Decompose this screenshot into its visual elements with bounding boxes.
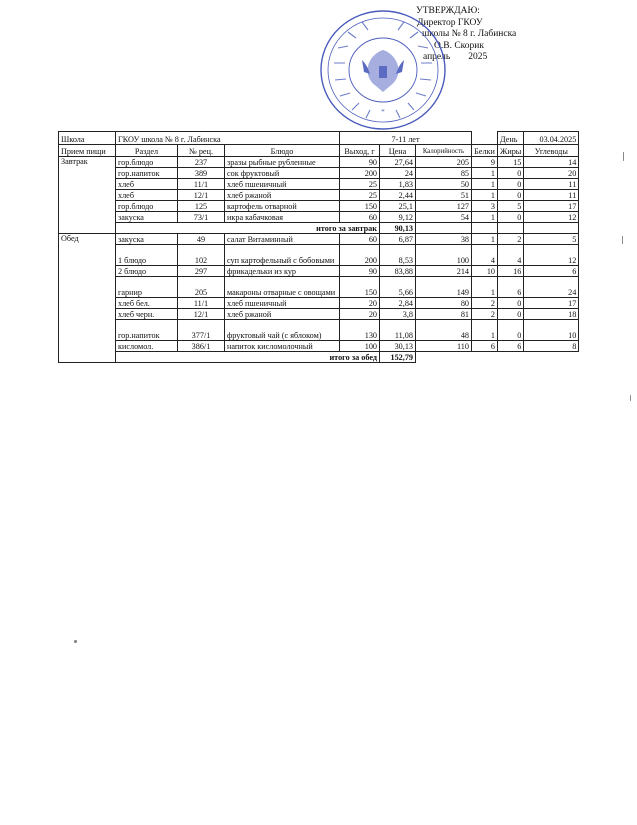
cell-protein: 3 — [472, 201, 498, 212]
lunch-total-label: итого за обед — [116, 352, 380, 363]
col-meal: Прием пищи — [59, 145, 116, 157]
scan-speck — [74, 640, 77, 643]
scan-speck — [630, 395, 631, 401]
cell-section: гор.блюдо — [116, 157, 178, 168]
cell-protein: 1 — [472, 320, 498, 341]
col-recipe: № рец. — [178, 145, 225, 157]
cell-yield: 20 — [340, 298, 380, 309]
cell-section: закуска — [116, 212, 178, 223]
cell-section: хлеб — [116, 190, 178, 201]
cell-yield: 100 — [340, 341, 380, 352]
approval-month: апрель — [423, 52, 451, 62]
cell-section: закуска — [116, 234, 178, 245]
cell-section: гарнир — [116, 277, 178, 298]
cell-section: 1 блюдо — [116, 245, 178, 266]
cell-fat: 4 — [498, 245, 524, 266]
age-group: 7-11 лет — [340, 132, 472, 145]
cell-kcal: 127 — [416, 201, 472, 212]
col-protein: Белки — [472, 145, 498, 157]
cell-carbs: 11 — [524, 179, 579, 190]
cell-carbs: 18 — [524, 309, 579, 320]
cell-dish: напиток кисломолочный — [225, 341, 340, 352]
cell-carbs: 17 — [524, 201, 579, 212]
cell-section: 2 блюдо — [116, 266, 178, 277]
day-label: День — [498, 132, 524, 145]
cell-kcal: 51 — [416, 190, 472, 201]
breakfast-total-label: итого за завтрак — [116, 223, 380, 234]
cell-carbs: 10 — [524, 320, 579, 341]
cell-price: 2,44 — [380, 190, 416, 201]
cell-fat: 5 — [498, 201, 524, 212]
meal-lunch: Обед — [59, 234, 116, 363]
cell-price: 25,1 — [380, 201, 416, 212]
cell-section: гор.напиток — [116, 320, 178, 341]
cell-dish: хлеб пшеничный — [225, 298, 340, 309]
breakfast-total-row — [59, 223, 579, 234]
cell-dish: хлеб ржаной — [225, 309, 340, 320]
cell-kcal: 80 — [416, 298, 472, 309]
cell-price: 2,84 — [380, 298, 416, 309]
table-row — [59, 168, 579, 179]
cell-recipe: 12/1 — [178, 190, 225, 201]
lunch-total-row — [59, 352, 579, 363]
cell-recipe: 11/1 — [178, 298, 225, 309]
cell-recipe: 377/1 — [178, 320, 225, 341]
cell-fat: 0 — [498, 212, 524, 223]
cell-price: 9,12 — [380, 212, 416, 223]
cell-kcal: 48 — [416, 320, 472, 341]
cell-kcal: 214 — [416, 266, 472, 277]
cell-carbs: 20 — [524, 168, 579, 179]
cell-price: 8,53 — [380, 245, 416, 266]
cell-kcal: 100 — [416, 245, 472, 266]
cell-recipe: 49 — [178, 234, 225, 245]
cell-price: 3,8 — [380, 309, 416, 320]
cell-kcal: 149 — [416, 277, 472, 298]
cell-price: 1,83 — [380, 179, 416, 190]
approval-title: УТВЕРЖДАЮ: — [416, 6, 480, 16]
cell-dish: салат Витаминный — [225, 234, 340, 245]
cell-yield: 20 — [340, 309, 380, 320]
cell-recipe: 389 — [178, 168, 225, 179]
cell-yield: 200 — [340, 168, 380, 179]
col-section: Раздел — [116, 145, 178, 157]
approval-year: 2025 — [468, 52, 488, 62]
cell-kcal: 54 — [416, 212, 472, 223]
cell-carbs: 8 — [524, 341, 579, 352]
cell-dish: хлеб пшеничный — [225, 179, 340, 190]
col-carbs: Углеводы — [524, 145, 579, 157]
cell-protein: 1 — [472, 190, 498, 201]
cell-carbs: 12 — [524, 245, 579, 266]
cell-recipe: 205 — [178, 277, 225, 298]
cell-yield: 60 — [340, 212, 380, 223]
cell-dish: икра кабачковая — [225, 212, 340, 223]
cell-dish: макароны отварные с овощами — [225, 277, 340, 298]
cell-dish: сок фруктовый — [225, 168, 340, 179]
cell-kcal: 38 — [416, 234, 472, 245]
cell-protein: 1 — [472, 168, 498, 179]
col-dish: Блюдо — [225, 145, 340, 157]
cell-price: 24 — [380, 168, 416, 179]
cell-recipe: 386/1 — [178, 341, 225, 352]
cell-protein: 1 — [472, 179, 498, 190]
table-row — [59, 341, 579, 352]
approval-position: Директор ГКОУ — [417, 17, 483, 28]
table-row — [59, 320, 579, 341]
scan-speck — [623, 152, 624, 161]
menu-date: 03.04.2025 — [524, 132, 579, 145]
cell-section: хлеб бел. — [116, 298, 178, 309]
cell-carbs: 5 — [524, 234, 579, 245]
approval-director-name: О.В. Скорик — [434, 40, 484, 51]
breakfast-total-price: 90,13 — [380, 223, 416, 234]
cell-recipe: 297 — [178, 266, 225, 277]
table-row — [59, 266, 579, 277]
svg-text:*: * — [381, 108, 385, 116]
table-row — [59, 298, 579, 309]
cell-fat: 0 — [498, 298, 524, 309]
cell-section: гор.напиток — [116, 168, 178, 179]
meal-breakfast: Завтрак — [59, 157, 116, 234]
table-row — [59, 234, 579, 245]
cell-section: хлеб — [116, 179, 178, 190]
cell-fat: 6 — [498, 277, 524, 298]
cell-price: 30,13 — [380, 341, 416, 352]
cell-recipe: 12/1 — [178, 309, 225, 320]
table-row — [59, 157, 579, 168]
cell-yield: 60 — [340, 234, 380, 245]
header-row — [59, 132, 579, 145]
cell-recipe: 11/1 — [178, 179, 225, 190]
cell-recipe: 237 — [178, 157, 225, 168]
cell-carbs: 17 — [524, 298, 579, 309]
cell-section: кисломол. — [116, 341, 178, 352]
cell-protein: 2 — [472, 298, 498, 309]
school-label: Школа — [59, 132, 116, 145]
cell-fat: 0 — [498, 190, 524, 201]
cell-price: 27,64 — [380, 157, 416, 168]
cell-protein: 1 — [472, 277, 498, 298]
cell-yield: 150 — [340, 201, 380, 212]
cell-protein: 1 — [472, 234, 498, 245]
cell-dish: зразы рыбные рубленные — [225, 157, 340, 168]
table-row — [59, 190, 579, 201]
cell-recipe: 102 — [178, 245, 225, 266]
cell-kcal: 50 — [416, 179, 472, 190]
col-kcal: Калорийность — [416, 145, 472, 157]
cell-fat: 0 — [498, 309, 524, 320]
cell-fat: 0 — [498, 168, 524, 179]
cell-yield: 200 — [340, 245, 380, 266]
cell-section: гор.блюдо — [116, 201, 178, 212]
cell-yield: 25 — [340, 179, 380, 190]
cell-fat: 16 — [498, 266, 524, 277]
cell-fat: 0 — [498, 320, 524, 341]
col-price: Цена — [380, 145, 416, 157]
cell-price: 5,66 — [380, 277, 416, 298]
cell-kcal: 81 — [416, 309, 472, 320]
col-yield: Выход, г — [340, 145, 380, 157]
cell-carbs: 14 — [524, 157, 579, 168]
cell-kcal: 110 — [416, 341, 472, 352]
lunch-total-price: 152,79 — [380, 352, 416, 363]
cell-kcal: 205 — [416, 157, 472, 168]
cell-price: 11,08 — [380, 320, 416, 341]
cell-carbs: 11 — [524, 190, 579, 201]
cell-section: хлеб черн. — [116, 309, 178, 320]
col-fat: Жиры — [498, 145, 524, 157]
cell-dish: фруктовый чай (с яблоком) — [225, 320, 340, 341]
scan-speck — [622, 236, 623, 244]
table-row — [59, 309, 579, 320]
cell-dish: суп картофельный с бобовыми — [225, 245, 340, 266]
cell-price: 6,87 — [380, 234, 416, 245]
column-header-row — [59, 145, 579, 157]
cell-carbs: 24 — [524, 277, 579, 298]
cell-protein: 6 — [472, 341, 498, 352]
table-row — [59, 201, 579, 212]
cell-yield: 90 — [340, 157, 380, 168]
cell-fat: 15 — [498, 157, 524, 168]
cell-kcal: 85 — [416, 168, 472, 179]
cell-recipe: 125 — [178, 201, 225, 212]
cell-recipe: 73/1 — [178, 212, 225, 223]
cell-dish: картофель отварной — [225, 201, 340, 212]
table-row — [59, 277, 579, 298]
cell-carbs: 12 — [524, 212, 579, 223]
cell-fat: 2 — [498, 234, 524, 245]
cell-fat: 6 — [498, 341, 524, 352]
table-row — [59, 212, 579, 223]
school-name: ГКОУ школа № 8 г. Лабинска — [116, 132, 340, 145]
cell-yield: 150 — [340, 277, 380, 298]
cell-protein: 1 — [472, 212, 498, 223]
menu-table — [58, 131, 579, 363]
cell-yield: 130 — [340, 320, 380, 341]
cell-carbs: 6 — [524, 266, 579, 277]
approval-school: школы № 8 г. Лабинска — [422, 29, 517, 39]
cell-fat: 0 — [498, 179, 524, 190]
cell-yield: 90 — [340, 266, 380, 277]
cell-dish: фрикадельки из кур — [225, 266, 340, 277]
cell-protein: 9 — [472, 157, 498, 168]
cell-protein: 4 — [472, 245, 498, 266]
cell-dish: хлеб ржаной — [225, 190, 340, 201]
cell-protein: 10 — [472, 266, 498, 277]
table-row — [59, 245, 579, 266]
cell-yield: 25 — [340, 190, 380, 201]
cell-protein: 2 — [472, 309, 498, 320]
table-row — [59, 179, 579, 190]
cell-price: 83,88 — [380, 266, 416, 277]
